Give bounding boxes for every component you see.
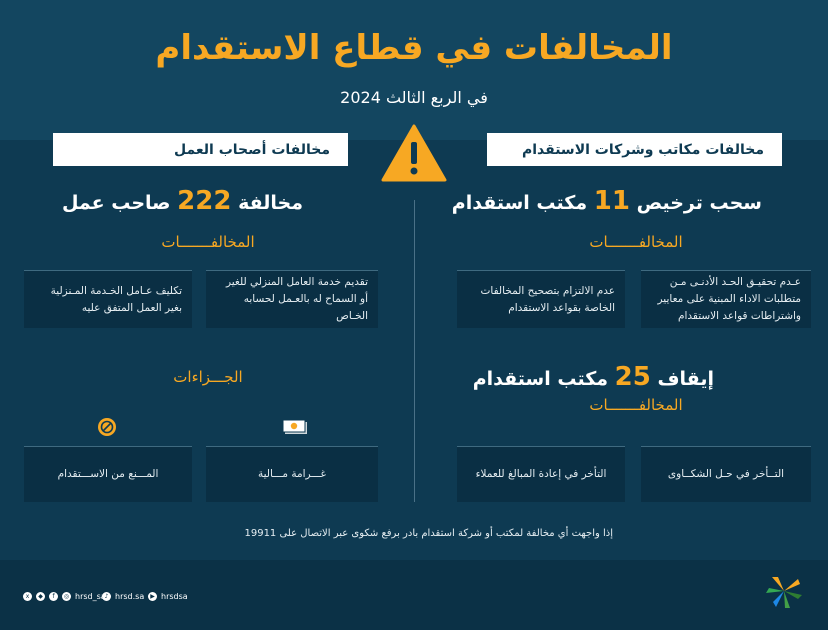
offices-violations-label: المخالفـــــــات: [589, 233, 683, 251]
ministry-logo: [762, 571, 806, 611]
tiktok-icon: ♪: [102, 592, 111, 601]
employers-penalties-label: الجـــزاءات: [173, 368, 243, 386]
header-band: [0, 0, 828, 140]
employers-number: 222: [177, 186, 232, 216]
money-icon: [282, 419, 308, 435]
instagram-icon: ◎: [63, 593, 70, 600]
youtube-icon: ▶: [148, 592, 157, 601]
employers-penalty-card: المـــنع من الاســـتقدام: [24, 446, 192, 502]
offices-suspension-card: التــأخر في حـل الشكــاوى: [641, 446, 811, 502]
offices-violation-card: عـدم تحقيـق الحـد الأدنـى مـن متطلبات الاداء المبنية على معايير واشتراطات قواعد الاستقدام: [641, 270, 811, 328]
offices-suspension-violations-label: المخالفـــــــات: [589, 396, 683, 414]
page-subtitle: في الربع الثالث 2024: [340, 88, 488, 107]
revocation-number: 11: [593, 186, 630, 216]
page-title: المخالفات في قطاع الاستقدام: [155, 28, 673, 68]
employers-violation-card: تكليف عـامل الخـدمة المـنزلية بغير العمل المتفق عليه: [24, 270, 192, 328]
employers-penalty-card: غـــرامة مـــالية: [206, 446, 378, 502]
social-handle[interactable]: x ◆ f ◎ hrsd_sa: [23, 592, 106, 601]
offices-heading: مخالفات مكاتب وشركات الاستقدام: [487, 133, 782, 166]
complaint-note: إذا واجهت أي مخالفة لمكتب أو شركة استقدام بادر برفع شكوى عبر الاتصال على 19911: [244, 528, 613, 539]
revocation-stat: سحب ترخيص 11 مكتب استقدام: [451, 186, 762, 216]
offices-violation-card: عدم الالتزام بتصحيح المخالفات الخاصة بقواعد الاستقدام: [457, 270, 625, 328]
social-handle[interactable]: ▶ hrsdsa: [148, 592, 188, 601]
suspension-number: 25: [614, 362, 651, 392]
social-handle[interactable]: ♪ hrsd.sa: [102, 592, 144, 601]
employers-violations-label: المخالفـــــــات: [161, 233, 255, 251]
employers-heading: مخالفات أصحاب العمل: [53, 133, 348, 166]
facebook-icon: f: [49, 592, 58, 601]
ban-icon: [97, 417, 117, 437]
offices-suspension-card: التأخر في إعادة المبالغ للعملاء: [457, 446, 625, 502]
x-icon: x: [23, 592, 32, 601]
employers-violation-card: تقديم خدمة العامل المنزلي للغير أو السماح له بالعـمل لحسابه الخـاص: [206, 270, 378, 328]
suspension-stat: إيقاف 25 مكتب استقدام: [472, 362, 714, 392]
warning-icon: [381, 124, 447, 182]
center-divider: [414, 200, 415, 502]
employers-stat: مخالفة 222 صاحب عمل: [61, 186, 303, 216]
snapchat-icon: ◆: [36, 592, 45, 601]
